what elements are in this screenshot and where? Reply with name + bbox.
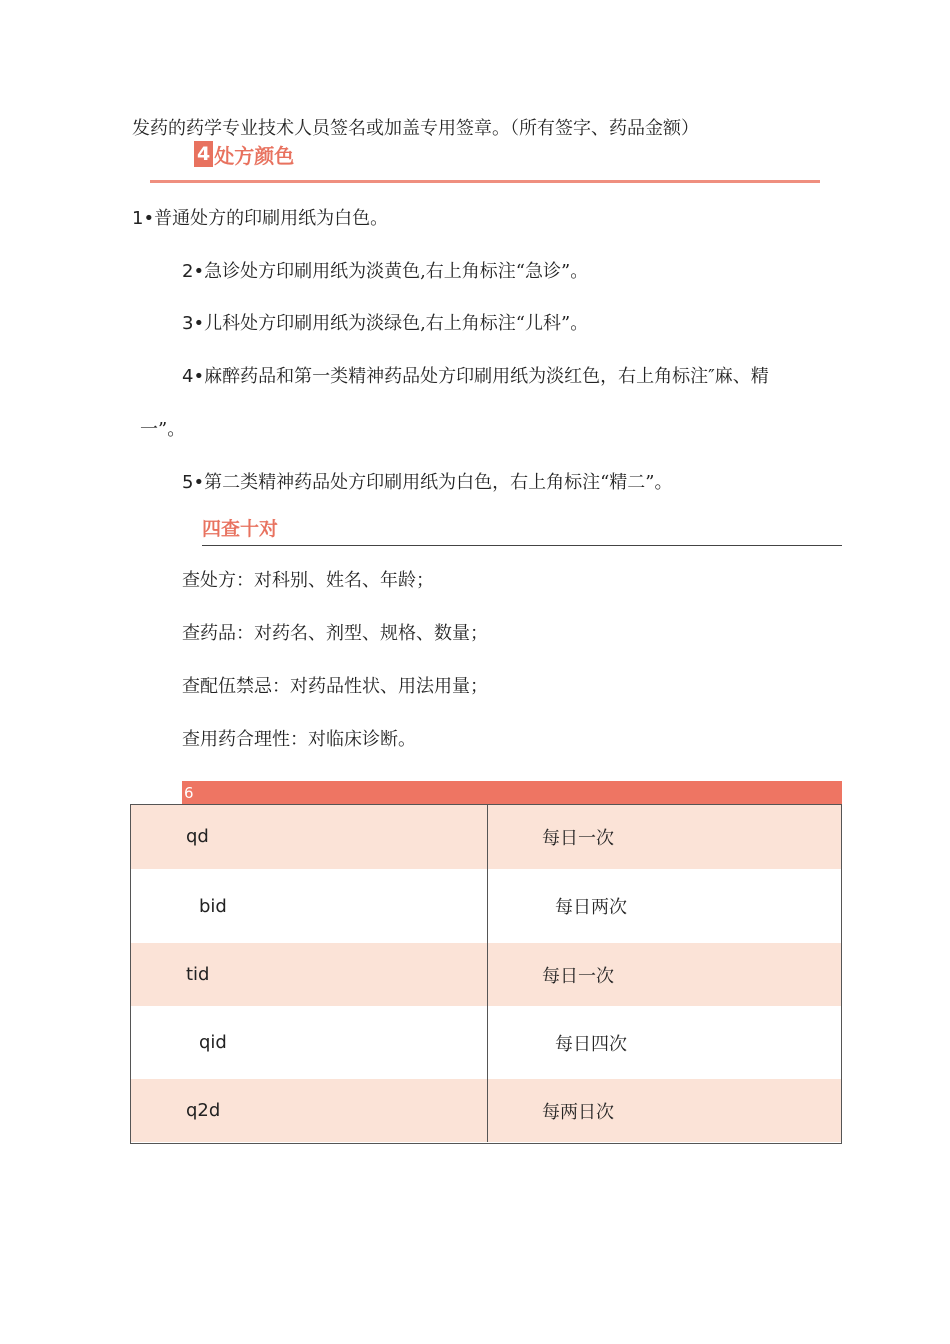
check-item: 查配伍禁忌：对药品性状、用法用量； (182, 676, 488, 697)
color-item-1: 1•普通处方的印刷用纸为白色。 (132, 208, 389, 229)
section-underline (150, 180, 820, 183)
table-row (130, 943, 842, 1006)
section-heading-prescription-color (194, 141, 294, 167)
section-title: 处方颜色 (214, 143, 295, 168)
color-item-5: 5•第二类精神药品处方印刷用纸为白色，右上角标注“精二”。 (182, 472, 673, 493)
abbr-cell: tid (130, 943, 488, 1006)
check-item: 查用药合理性：对临床诊断。 (182, 729, 416, 750)
table-header-bar: 6 (182, 781, 842, 804)
color-item-3: 3•儿科处方印刷用纸为淡绿色,右上角标注“儿科”。 (182, 313, 589, 334)
abbreviation-table (130, 804, 842, 1142)
meaning-cell: 每日两次 (488, 869, 843, 943)
section-number: 4 (194, 141, 213, 167)
intro-paragraph: 发药的药学专业技术人员签名或加盖专用签章。（所有签字、药品金额） (132, 118, 699, 139)
check-item: 查药品：对药名、剂型、规格、数量； (182, 623, 488, 644)
table-row (130, 869, 842, 943)
check-item: 查处方：对科别、姓名、年龄； (182, 570, 434, 591)
abbr-cell: qid (130, 1006, 488, 1079)
color-item-4-continued: 一”。 (140, 419, 186, 440)
table-row (130, 1006, 842, 1079)
meaning-cell: 每日一次 (488, 804, 843, 869)
abbr-cell: q2d (130, 1079, 488, 1142)
abbr-cell: bid (130, 869, 488, 943)
color-item-2: 2•急诊处方印刷用纸为淡黄色,右上角标注“急诊”。 (182, 261, 589, 282)
section-heading-four-checks: 四查十对 (202, 518, 279, 540)
abbr-cell: qd (130, 804, 488, 869)
meaning-cell: 每两日次 (488, 1079, 843, 1142)
meaning-cell: 每日四次 (488, 1006, 843, 1079)
section-underline (202, 545, 842, 546)
meaning-cell: 每日一次 (488, 943, 843, 1006)
table-row (130, 1079, 842, 1142)
table-row (130, 804, 842, 869)
color-item-4: 4•麻醉药品和第一类精神药品处方印刷用纸为淡红色，右上角标注″麻、精 (182, 366, 769, 387)
